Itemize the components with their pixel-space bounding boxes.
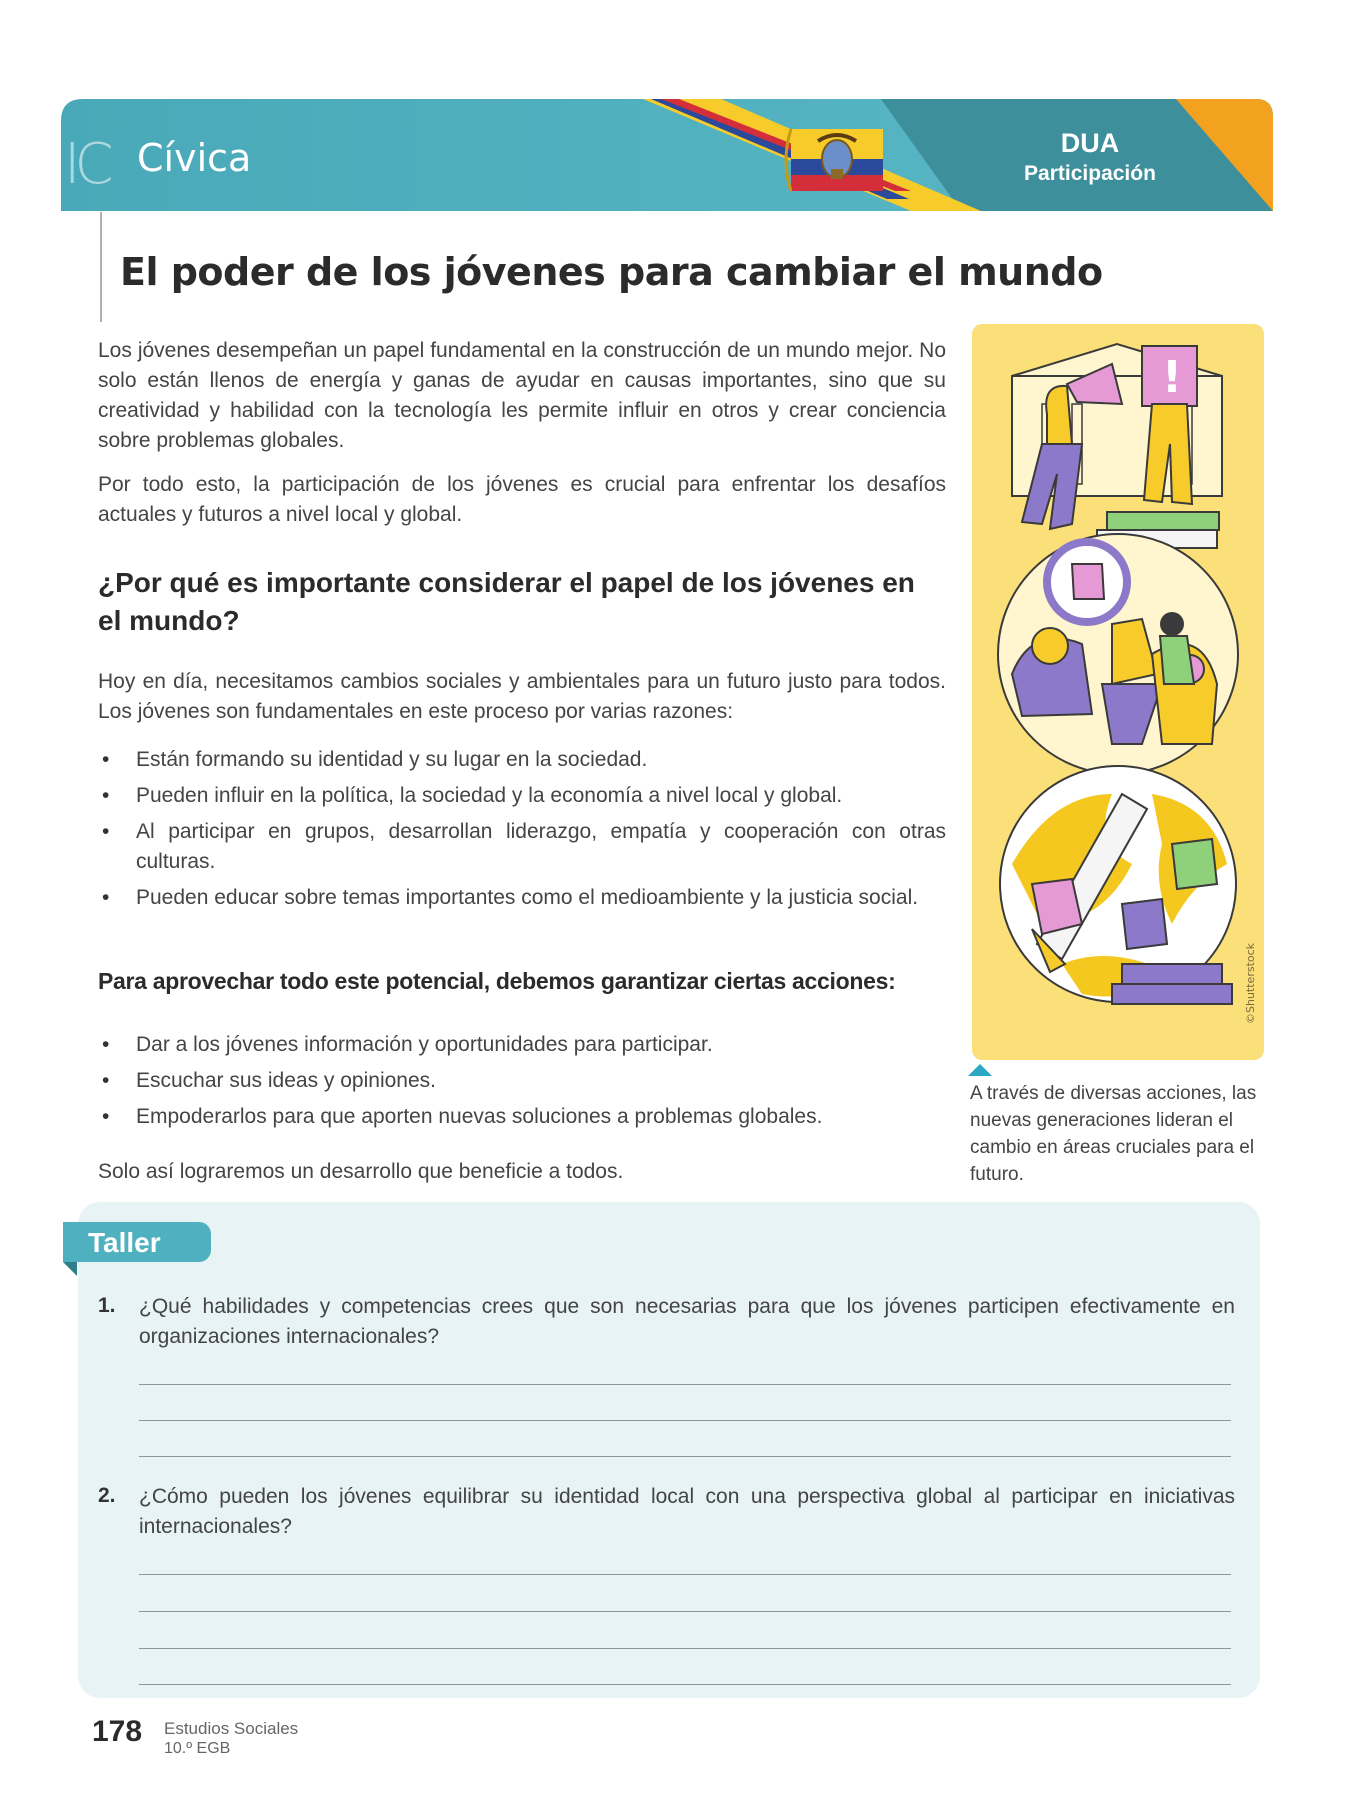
list-item-text: Empoderarlos para que aporten nuevas soluciones a problemas globales. (136, 1105, 823, 1128)
question-number: 2. (98, 1484, 116, 1507)
list-item-text: Dar a los jóvenes información y oportunidades para participar. (136, 1033, 713, 1056)
bullet-icon: • (102, 820, 110, 843)
list-item (98, 1066, 946, 1096)
taller-tab-fold (63, 1262, 77, 1276)
list-item-text: Están formando su identidad y su lugar en la sociedad. (136, 748, 648, 771)
answer-line[interactable] (139, 1420, 1231, 1421)
list-item (98, 1102, 946, 1132)
actions-heading: Para aprovechar todo este potencial, debemos garantizar ciertas acciones: (98, 968, 896, 994)
illustration-caption: A través de diversas acciones, las nuevas generaciones lideran el cambio en áreas cruciales para el futuro. (970, 1083, 1257, 1185)
closing-paragraph (98, 1157, 946, 1187)
intro-paragraph-2 (98, 470, 946, 530)
section-title: Cívica (137, 136, 252, 180)
list-item (98, 883, 946, 913)
list-item-text: Pueden educar sobre temas importantes como el medioambiente y la justicia social. (136, 886, 919, 909)
section-heading: ¿Por qué es importante considerar el papel de los jóvenes en el mundo? (98, 567, 915, 636)
footer-subject: Estudios Sociales (164, 1719, 299, 1738)
list-item (98, 1030, 946, 1060)
list-item-text: Al participar en grupos, desarrollan liderazgo, empatía y cooperación con otras culturas. (136, 820, 946, 873)
bullet-icon: • (102, 1033, 110, 1056)
closing-text: Solo así lograremos un desarrollo que beneficie a todos. (98, 1160, 624, 1183)
bullet-icon: • (102, 1105, 110, 1128)
scene-protest-icon (1012, 344, 1222, 548)
page-title: El poder de los jóvenes para cambiar el mundo (120, 250, 1103, 294)
title-rule (100, 212, 102, 322)
taller-section (78, 1202, 1260, 1698)
svg-text:!: ! (1162, 352, 1183, 403)
answer-line[interactable] (139, 1456, 1231, 1457)
caption-marker-icon (968, 1064, 992, 1076)
section-paragraph (98, 667, 946, 727)
actions-list (98, 1030, 946, 1138)
scene-community-icon (998, 534, 1238, 774)
question-number: 1. (98, 1294, 116, 1317)
illustration-panel (972, 324, 1264, 1060)
section-paragraph-text: Hoy en día, necesitamos cambios sociales y ambientales para un futuro justo para todos. Los jóvenes son fundamentales en este proceso por varias razones: (98, 670, 946, 723)
intro-text-1: Los jóvenes desempeñan un papel fundamental en la construcción de un mundo mejor. No solo están llenos de energía y ganas de ayudar en causas importantes, sino que su creatividad y habilidad con la tecnología les permite influir en otros y crear conciencia sobre problemas globales. (98, 339, 946, 452)
bullet-icon: • (102, 784, 110, 807)
footer-grade: 10.º EGB (164, 1740, 231, 1757)
reasons-list (98, 745, 946, 919)
bullet-icon: • (102, 886, 110, 909)
answer-line[interactable] (139, 1684, 1231, 1685)
dua-subtitle: Participación (1024, 162, 1156, 185)
question-text: ¿Qué habilidades y competencias crees que son necesarias para que los jóvenes participen efectivamente en organizaciones internacionales? (139, 1295, 1235, 1348)
page-number: 178 (92, 1715, 143, 1748)
dua-title: DUA (1060, 128, 1120, 158)
answer-line[interactable] (139, 1611, 1231, 1612)
bullet-icon: • (102, 1069, 110, 1092)
answer-line[interactable] (139, 1648, 1231, 1649)
list-item-text: Pueden influir en la política, la sociedad y la economía a nivel local y global. (136, 784, 843, 807)
answer-line[interactable] (139, 1574, 1231, 1575)
ic-logo: IC (64, 132, 108, 197)
list-item-text: Escuchar sus ideas y opiniones. (136, 1069, 436, 1092)
bullet-icon: • (102, 748, 110, 771)
question-text: ¿Cómo pueden los jóvenes equilibrar su identidad local con una perspectiva global al participar en iniciativas internacionales? (139, 1485, 1235, 1538)
youth-activism-illustration (972, 324, 1264, 1060)
ecuador-flag-icon (786, 129, 883, 191)
list-item (98, 817, 946, 877)
scene-global-icon (1000, 766, 1236, 1004)
list-item (98, 781, 946, 811)
image-credit: ©Shutterstock (1244, 942, 1257, 1024)
list-item (98, 745, 946, 775)
intro-paragraph-1 (98, 336, 946, 456)
intro-text-2: Por todo esto, la participación de los jóvenes es crucial para enfrentar los desafíos actuales y futuros a nivel local y global. (98, 473, 946, 526)
answer-line[interactable] (139, 1384, 1231, 1385)
taller-label: Taller (88, 1227, 161, 1258)
